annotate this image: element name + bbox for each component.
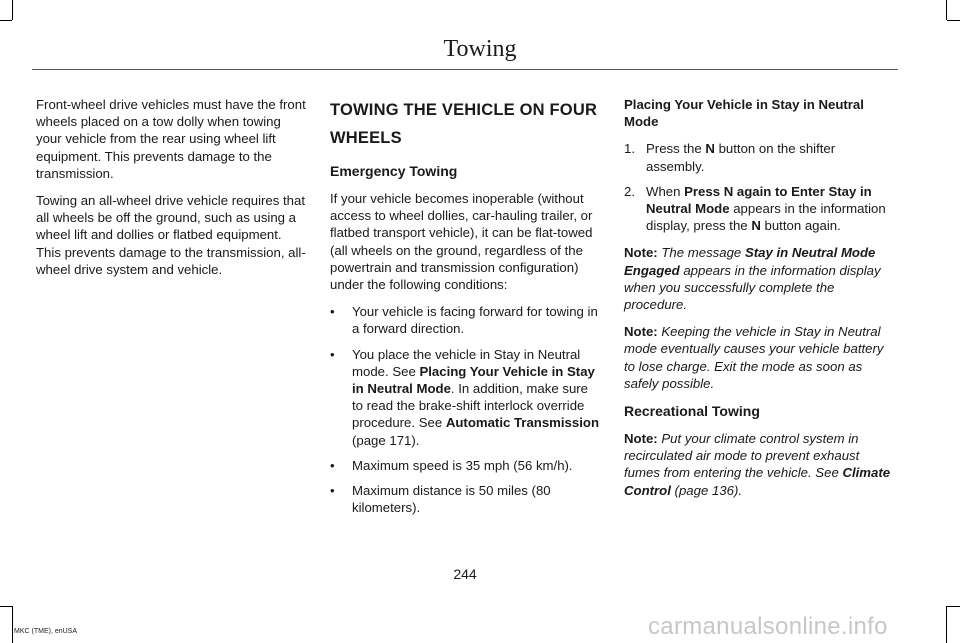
list-item <box>330 482 602 516</box>
bullet-icon: • <box>330 483 335 499</box>
note-battery <box>624 323 896 392</box>
column-right <box>624 96 896 509</box>
cross-reference-link[interactable]: Climate Control <box>624 465 891 498</box>
note-text: appears in the information display when you successfully complete the procedure. <box>624 262 881 313</box>
list-item-text: Maximum speed is 35 mph (56 km/h). <box>352 457 573 473</box>
step-text: appears in the information display, press the <box>646 201 886 234</box>
crop-mark <box>947 20 960 21</box>
watermark: carmanualsonline.info <box>648 613 888 640</box>
list-item <box>330 346 602 449</box>
display-message: Stay in Neutral Mode Engaged <box>624 245 876 278</box>
page-reference: (page 136). <box>670 482 743 498</box>
list-item-text: Your vehicle is facing forward for towing in a forward direction. <box>352 304 598 337</box>
list-item-text: . In addition, make sure to read the brake-shift interlock override procedure. See <box>352 381 588 431</box>
paragraph-emergency-intro: If your vehicle becomes inoperable (without access to wheel dollies, car-hauling trailer, or flatbed transport vehicle), it can be flat-towed (all wheels on the ground, regardless of the powertrain and transmission configuration) under the following conditions: <box>330 191 593 293</box>
steps-list <box>624 140 896 234</box>
list-item <box>330 457 602 474</box>
page-reference: (page 171). <box>352 432 420 448</box>
section-heading: TOWING THE VEHICLE ON FOUR WHEELS <box>330 101 598 147</box>
note-label: Note: <box>624 431 658 447</box>
note-label: Note: <box>624 324 658 340</box>
paragraph-front-wheel: Front-wheel drive vehicles must have the front wheels placed on a tow dolly when towing your vehicle from the rear using wheel lift equipment. This prevents damage to the transmission. <box>36 97 306 181</box>
note-text: Keeping the vehicle in Stay in Neutral mode eventually causes your vehicle battery to lose charge. Exit the mode as soon as safely possible. <box>624 324 884 391</box>
bullet-icon: • <box>330 304 335 320</box>
note-label: Note: <box>624 245 658 261</box>
crop-mark <box>946 606 947 643</box>
subheading-emergency-towing: Emergency Towing <box>330 163 458 179</box>
column-left <box>36 96 308 288</box>
display-message: Press N again to Enter Stay in Neutral Mode <box>646 183 872 217</box>
step-item <box>624 140 896 174</box>
list-item <box>330 303 602 337</box>
crop-mark <box>12 606 13 643</box>
crop-mark <box>0 20 12 21</box>
conditions-list <box>330 303 602 516</box>
list-item-text: Maximum distance is 50 miles (80 kilometers). <box>352 483 551 516</box>
bullet-icon: • <box>330 346 335 362</box>
cross-reference-link[interactable]: Automatic Transmission <box>445 415 599 431</box>
page-title: Towing <box>443 36 517 62</box>
note-text: The message <box>657 245 745 261</box>
crop-mark <box>946 0 947 20</box>
document-id: MKC (TME), enUSA <box>14 628 78 635</box>
subheading-stay-in-neutral: Placing Your Vehicle in Stay in Neutral Mode <box>624 97 864 130</box>
step-text: button on the shifter assembly. <box>646 141 836 174</box>
crop-mark <box>0 606 12 607</box>
list-item-text: You place the vehicle in Stay in Neutral mode. See <box>352 346 581 379</box>
crop-mark <box>12 0 13 20</box>
bullet-icon: • <box>330 457 335 473</box>
crop-mark <box>947 606 960 607</box>
key-label: N <box>705 141 715 157</box>
step-text: Press the <box>646 141 706 157</box>
step-text: button again. <box>760 218 841 234</box>
note-climate-control <box>624 430 896 499</box>
page-number: 244 <box>453 566 477 582</box>
step-number: 1. <box>624 141 635 157</box>
cross-reference-link[interactable]: Placing Your Vehicle in Stay in Neutral Mode <box>352 363 595 397</box>
subheading-recreational-towing: Recreational Towing <box>624 403 760 420</box>
step-item <box>624 183 896 235</box>
column-middle <box>330 96 602 526</box>
header-divider <box>32 69 898 70</box>
paragraph-all-wheel: Towing an all-wheel drive vehicle requires that all wheels be off the ground, such as using a wheel lift and dollies or flatbed equipment. This prevents damage to the transmission, all-wheel drive system and vehicle. <box>36 193 306 277</box>
step-number: 2. <box>624 183 635 199</box>
step-text: When <box>646 183 685 199</box>
key-label: N <box>751 218 761 234</box>
note-text: Put your climate control system in recirculated air mode to prevent exhaust fumes from entering the vehicle. See <box>624 431 860 481</box>
note-stay-in-neutral-engaged <box>624 244 896 313</box>
